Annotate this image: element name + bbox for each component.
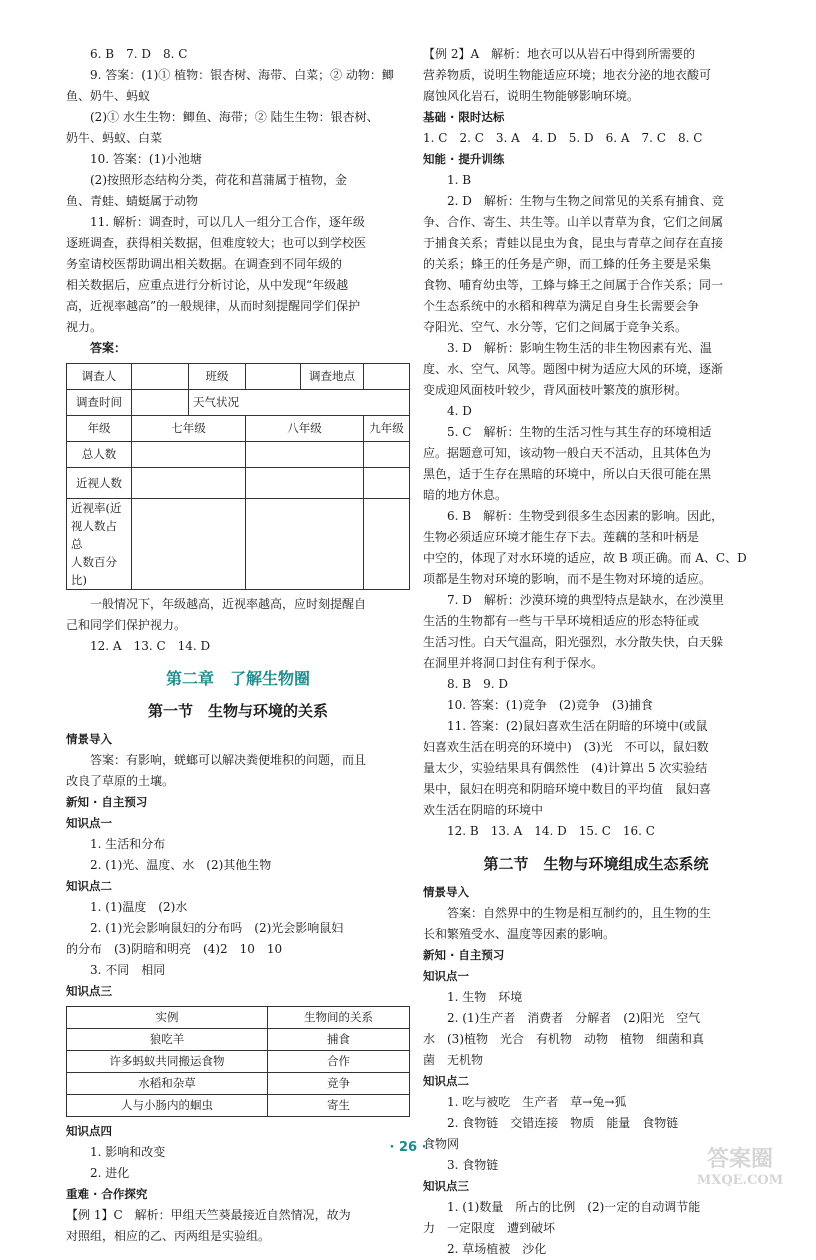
answer-line: 鱼、青蛙、蜻蜓属于动物 [66,194,199,208]
answer-line: 7. D 解析：沙漠环境的典型特点是缺水，在沙漠里 [447,593,724,607]
answer-line: 中空的，体现了对水环境的适应，故 B 项正确。而 A、C、D [423,551,747,565]
answer-line: 1. 生物 环境 [447,990,523,1004]
answer-line: 2. (1)生产者 消费者 分解者 (2)阳光 空气 [447,1011,701,1025]
answer-line: 争、合作、寄生、共生等。山羊以青草为食，它们之间属 [423,215,724,229]
survey-table [66,363,410,590]
cell-class: 班级 [189,364,246,390]
answer-line: 【例 2】A 解析：地衣可以从岩石中得到所需要的 [423,47,696,61]
answer-line: 在洞里并将洞口封住有利于保水。 [423,656,604,670]
answer-line: 生物必须适应环境才能生存下去。莲藕的茎和叶柄是 [423,530,700,544]
answer-line: 改良了草原的土壤。 [66,774,175,788]
answer-line: 2. D 解析：生物与生物之间常见的关系有捕食、竞 [447,194,724,208]
page-number: · 26 · [389,1140,427,1155]
answer-line: 鱼、奶牛、蚂蚁 [66,89,151,103]
answer-line: 2. (1)光会影响鼠妇的分布吗 (2)光会影响鼠妇 [90,921,344,935]
answer-line: 10. 答案：(1)竞争 (2)竞争 (3)捕食 [447,698,653,712]
answer-line: 营养物质，说明生物能适应环境；地衣分泌的地衣酸可 [423,68,712,82]
answer-line: 6. B 解析：生物受到很多生态因素的影响。因此， [447,509,724,523]
section-title: 第二节 生物与环境组成生态系统 [483,855,709,873]
knowledge-point: 知识点二 [423,1074,469,1088]
table-row: 人与小肠内的蛔虫 寄生 [67,1095,410,1117]
answer-line: 对照组，相应的乙、丙两组是实验组。 [66,1229,271,1243]
answer-line: 12. B 13. A 14. D 15. C 16. C [447,824,655,838]
relation-table [66,1006,410,1117]
cell-rate: 近视率(近 视人数占总 人数百分比) [67,499,132,590]
table-row: 水稻和杂草 竞争 [67,1073,410,1095]
answer-line: 长和繁殖受水、温度等因素的影响。 [423,927,616,941]
answer-line: 暗的地方休息。 [423,488,508,502]
answer-line: 6. B 7. D 8. C [90,47,188,61]
intro-label: 情景导入 [66,732,112,746]
cell-location: 调查地点 [301,364,364,390]
answer-line: 食物、哺育幼虫等，工蜂与蜂王之间属于合作关系；同一 [423,278,724,292]
answer-line: 2. (1)光、温度、水 (2)其他生物 [90,858,272,872]
cell-g9: 九年级 [364,416,410,442]
answer-line: 己和同学们保护视力。 [66,618,187,632]
answer-line: 个生态系统中的水稻和稗草为满足自身生长需要会争 [423,299,700,313]
answer-line: 答案：自然界中的生物是相互制约的，且生物的生 [447,906,712,920]
answer-line: 2. 进化 [90,1166,130,1180]
answer-line: 奶牛、蚂蚁、白菜 [66,131,163,145]
answer-line: 1. B [447,173,472,187]
watermark-text: 答案圈 [706,1146,774,1172]
answer-line: 务室请校医帮助调出相关数据。在调查到不同年级的 [66,257,343,271]
answer-line: 一般情况下，年级越高，近视率越高，应时刻提醒自 [90,597,367,611]
preview-label: 新知 · 自主预习 [423,948,505,962]
answer-line: 度、水、空气、风等。题图中树为适应大风的环境，逐渐 [423,362,724,376]
answer-line: 答案：有影响，蜣螂可以解决粪便堆积的问题，而且 [90,753,367,767]
answer-line: 1. (1)温度 (2)水 [90,900,188,914]
answer-line: 欢生活在阴暗的环境中 [423,803,544,817]
cell-investigator: 调查人 [67,364,132,390]
answer-line: 1. 生活和分布 [90,837,166,851]
answer-line: 1. 吃与被吃 生产者 草→兔→狐 [447,1095,627,1109]
watermark-url: MXQE.COM [696,1173,784,1188]
answer-line: (2)① 水生生物：鲫鱼、海带；② 陆生生物：银杏树、 [90,110,379,124]
answer-line: 1. 影响和改变 [90,1145,166,1159]
right-column [423,44,769,1260]
answer-line: 3. D 解析：影响生物生活的非生物因素有光、温 [447,341,712,355]
section-title: 第一节 生物与环境的关系 [147,702,328,720]
answer-line: 高，近视率越高”的一般规律，从而时刻提醒同学们保护 [66,299,361,313]
answer-line: 1. (1)数量 所占的比例 (2)一定的自动调节能 [447,1200,701,1214]
answer-line: 3. 食物链 [447,1158,499,1172]
skill-label: 知能 · 提升训练 [423,152,505,166]
table-row: 狼吃羊 捕食 [67,1029,410,1051]
answer-line: 生活的生物都有一些与干旱环境相适应的形态特征或 [423,614,700,628]
answer-line: 视力。 [66,320,103,334]
cell-time: 调查时间 [67,390,132,416]
answer-line: 2. 草场植被 沙化 [447,1242,547,1256]
answer-line: 相关数据后，应重点进行分析讨论，从中发现“年级越 [66,278,349,292]
answer-line: (2)按照形态结构分类，荷花和菖蒲属于植物，金 [90,173,347,187]
answer-line: 生活习性。白天气温高，阳光强烈，水分散失快，白天躲 [423,635,724,649]
answer-line: 菌 无机物 [423,1053,484,1067]
answer-label: 答案： [90,341,127,355]
answer-line: 的关系；蜂王的任务是产卵，而工蜂的任务主要是采集 [423,257,712,271]
answer-line: 11. 答案：(2)鼠妇喜欢生活在阴暗的环境中(或鼠 [447,719,708,733]
answer-line: 的分布 (3)阴暗和明亮 (4)2 10 10 [66,942,283,956]
answer-line: 夺阳光、空气、水分等，它们之间属于竞争关系。 [423,320,688,334]
answer-line: 11. 解析：调查时，可以几人一组分工合作，逐年级 [90,215,365,229]
cell-g7: 七年级 [132,416,246,442]
answer-line: 1. C 2. C 3. A 4. D 5. D 6. A 7. C 8. C [423,131,703,145]
answer-line: 8. B 9. D [447,677,508,691]
answer-line: 果中，鼠妇在明亮和阴暗环境中数目的平均值 鼠妇喜 [423,782,712,796]
knowledge-point: 知识点三 [423,1179,469,1193]
answer-line: 9. 答案：(1)① 植物：银杏树、海带、白菜；② 动物：鲫 [90,68,394,82]
knowledge-point: 知识点三 [66,984,112,998]
answer-line: 变成迎风面枝叶较少，背风面枝叶繁茂的旗形树。 [423,383,688,397]
cell-weather: 天气状况 [189,390,410,416]
answer-line: 黑色，适于生存在黑暗的环境中，所以白天很可能在黑 [423,467,712,481]
basic-label: 基础 · 限时达标 [423,110,505,124]
rel-header-example: 实例 [67,1007,268,1029]
answer-line: 逐班调查，获得相关数据，但难度较大；也可以到学校医 [66,236,367,250]
answer-line: 腐蚀风化岩石，说明生物能够影响环境。 [423,89,640,103]
cell-g8: 八年级 [246,416,364,442]
cell-total: 总人数 [67,442,132,468]
answer-line: 2. 食物链 交错连接 物质 能量 食物链 [447,1116,679,1130]
answer-line: 力 一定限度 遭到破坏 [423,1221,556,1235]
answer-line: 10. 答案：(1)小池塘 [90,152,202,166]
knowledge-point: 知识点四 [66,1124,112,1138]
knowledge-point: 知识点一 [423,969,469,983]
answer-line: 4. D [447,404,472,418]
explore-label: 重难 · 合作探究 [66,1187,148,1201]
answer-line: 项都是生物对环境的影响，而不是生物对环境的适应。 [423,572,712,586]
answer-line: 水 (3)植物 光合 有机物 动物 植物 细菌和真 [423,1032,705,1046]
watermark-logo [680,1140,800,1190]
intro-label: 情景导入 [423,885,469,899]
answer-line: 应。据题意可知，该动物一般白天不活动，且其体色为 [423,446,712,460]
answer-line: 5. C 解析：生物的生活习性与其生存的环境相适 [447,425,712,439]
answer-line: 于捕食关系；青蛙以昆虫为食，昆虫与青草之间存在直接 [423,236,724,250]
answer-line: 妇喜欢生活在明亮的环境中) (3)光 不可以，鼠妇数 [423,740,709,754]
left-column [66,44,410,1247]
answer-line: 【例 1】C 解析：甲组天竺葵最接近自然情况，故为 [66,1208,351,1222]
answer-line: 3. 不同 相同 [90,963,166,977]
answer-line: 食物网 [423,1137,460,1151]
answer-line: 12. A 13. C 14. D [90,639,211,653]
cell-myopic: 近视人数 [67,468,132,499]
rel-header-relation: 生物间的关系 [268,1007,410,1029]
preview-label: 新知 · 自主预习 [66,795,148,809]
cell-grade: 年级 [67,416,132,442]
knowledge-point: 知识点二 [66,879,112,893]
chapter-title: 第二章 了解生物圈 [165,669,310,688]
table-row: 许多蚂蚁共同搬运食物 合作 [67,1051,410,1073]
knowledge-point: 知识点一 [66,816,112,830]
answer-line: 量太少，实验结果具有偶然性 (4)计算出 5 次实验结 [423,761,708,775]
